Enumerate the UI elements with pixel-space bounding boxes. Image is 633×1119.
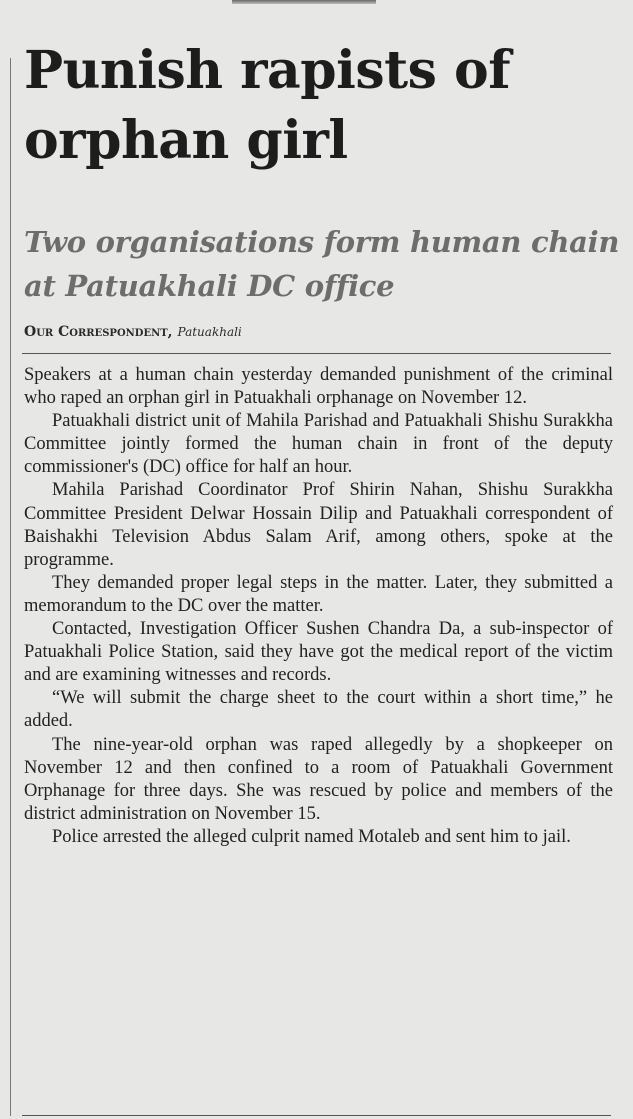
byline xyxy=(24,324,242,340)
paragraph: Police arrested the alleged culprit named Motaleb and sent him to jail. xyxy=(52,826,571,847)
previous-story-edge xyxy=(232,0,376,4)
paragraph: Mahila Parishad Coordinator Prof Shirin Nahan, Shishu Surakkha Committee President Delwar Hossain Dilip and Patuakhali correspondent of Baishakhi Television Abdus Salam Arif, among others, spoke at the programme. xyxy=(24,480,613,570)
paragraph: The nine-year-old orphan was raped allegedly by a shopkeeper on November 12 and then confined to a room of Patuakhali Government Orphanage for three days. She was rescued by police and members of the district administration on November 15. xyxy=(24,734,613,824)
byline-location: Patuakhali xyxy=(177,325,242,339)
column-rule xyxy=(10,58,11,1116)
byline-name: Our Correspondent, xyxy=(24,324,173,340)
paragraph: They demanded proper legal steps in the matter. Later, they submitted a memorandum to the DC over the matter. xyxy=(24,572,613,616)
article-end-rule xyxy=(22,1115,611,1116)
article-body xyxy=(24,364,613,849)
paragraph: Contacted, Investigation Officer Sushen Chandra Da, a sub-inspector of Patuakhali Police Station, said they have got the medical report of the victim and are examining witnesses and records. xyxy=(24,619,613,686)
byline-divider xyxy=(22,353,611,354)
paragraph: Patuakhali district unit of Mahila Parishad and Patuakhali Shishu Surakkha Committee jointly formed the human chain in front of the deputy commissioner's (DC) office for half an hour. xyxy=(24,411,613,478)
subheadline: Two organisations form human chain at Patuakhali DC office xyxy=(24,225,620,303)
paragraph: Speakers at a human chain yesterday demanded punishment of the criminal who raped an orphan girl in Patuakhali orphanage on November 12. xyxy=(24,365,613,409)
paragraph: “We will submit the charge sheet to the court within a short time,” he added. xyxy=(24,688,613,732)
headline: Punish rapists of orphan girl xyxy=(24,40,511,171)
